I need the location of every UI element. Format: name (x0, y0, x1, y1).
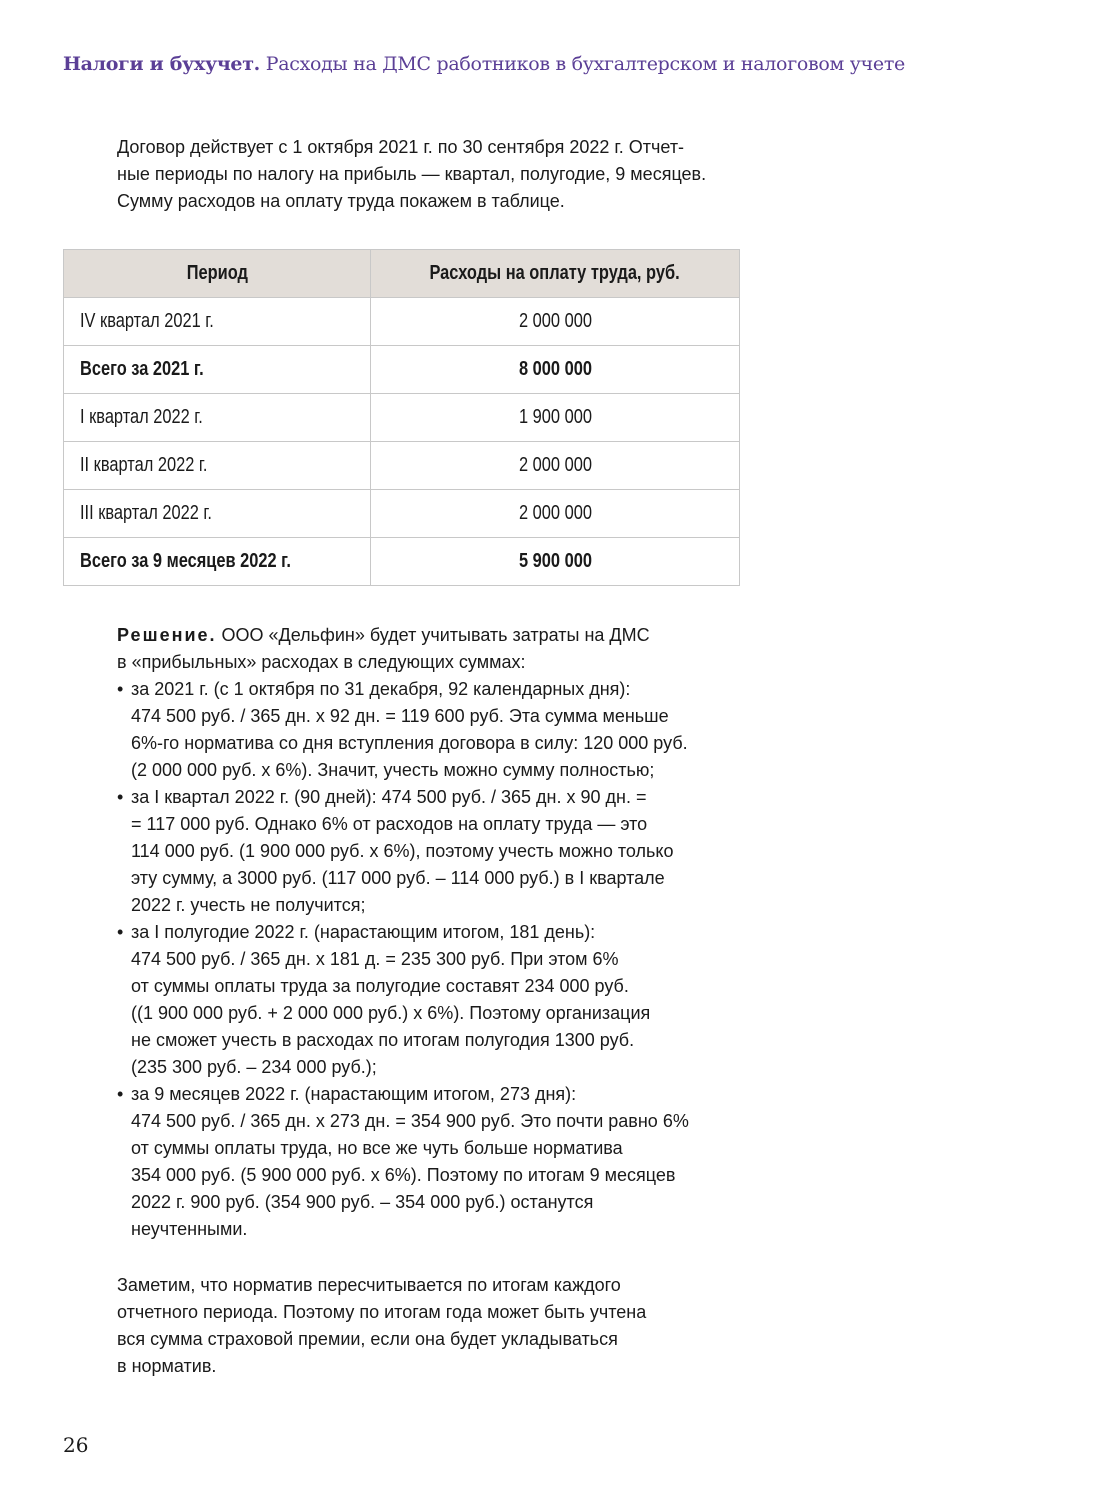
text-line: от суммы оплаты труда за полугодие составят 234 000 руб. (131, 976, 629, 996)
list-item (117, 919, 689, 1081)
period-cell: IV квартал 2021 г. (64, 298, 371, 346)
text-line: 474 500 руб. / 365 дн. х 181 д. = 235 300 руб. При этом 6% (131, 949, 619, 969)
value-cell: 8 000 000 (371, 346, 740, 394)
text-line: 354 000 руб. (5 900 000 руб. х 6%). Поэтому по итогам 9 месяцев (131, 1165, 676, 1185)
value-cell: 1 900 000 (371, 394, 740, 442)
text-line: за I полугодие 2022 г. (нарастающим итогом, 181 день): (131, 922, 596, 942)
text-line: эту сумму, а 3000 руб. (117 000 руб. – 114 000 руб.) в I квартале (131, 868, 665, 888)
bullet-icon: • (117, 1084, 124, 1104)
column-header-expenses: Расходы на оплату труда, руб. (371, 250, 740, 298)
solution-section (117, 622, 689, 1243)
text-line: Сумму расходов на оплату труда покажем в таблице. (117, 191, 565, 211)
text-line: не сможет учесть в расходах по итогам полугодия 1300 руб. (131, 1030, 635, 1050)
page-number: 26 (63, 1433, 89, 1457)
table-row-total (64, 538, 740, 586)
text-line: от суммы оплаты труда, но все же чуть больше норматива (131, 1138, 623, 1158)
bullet-icon: • (117, 787, 124, 807)
text-line: в «прибыльных» расходах в следующих суммах: (117, 652, 526, 672)
period-cell: I квартал 2022 г. (64, 394, 371, 442)
value-cell: 2 000 000 (371, 442, 740, 490)
closing-paragraph (117, 1272, 646, 1380)
text-line: ные периоды по налогу на прибыль — квартал, полугодие, 9 месяцев. (117, 164, 707, 184)
text-line: 114 000 руб. (1 900 000 руб. х 6%), поэтому учесть можно только (131, 841, 674, 861)
text-line: (2 000 000 руб. х 6%). Значит, учесть можно сумму полностью; (131, 760, 655, 780)
solution-label: Решение. (117, 625, 217, 645)
bullet-icon: • (117, 679, 124, 699)
text-line: 6%-го норматива со дня вступления договора в силу: 120 000 руб. (131, 733, 688, 753)
text-line: в норматив. (117, 1356, 217, 1376)
text-line: неучтенными. (131, 1219, 248, 1239)
bullet-icon: • (117, 922, 124, 942)
value-cell: 2 000 000 (371, 298, 740, 346)
header-section: Налоги и бухучет. (63, 53, 260, 75)
solution-list (117, 676, 689, 1243)
text-line: за I квартал 2022 г. (90 дней): 474 500 руб. / 365 дн. х 90 дн. = (131, 787, 647, 807)
period-cell: III квартал 2022 г. (64, 490, 371, 538)
running-header (63, 53, 905, 75)
text-line: вся сумма страховой премии, если она будет укладываться (117, 1329, 618, 1349)
text-line: Заметим, что норматив пересчитывается по итогам каждого (117, 1275, 621, 1295)
text-line: 2022 г. 900 руб. (354 900 руб. – 354 000 руб.) останутся (131, 1192, 594, 1212)
value-cell: 2 000 000 (371, 490, 740, 538)
table-row (64, 490, 740, 538)
text-line: ((1 900 000 руб. + 2 000 000 руб.) х 6%). Поэтому организация (131, 1003, 651, 1023)
text-line: (235 300 руб. – 234 000 руб.); (131, 1057, 377, 1077)
value-cell: 5 900 000 (371, 538, 740, 586)
expenses-table (63, 249, 740, 586)
text-line: отчетного периода. Поэтому по итогам года может быть учтена (117, 1302, 647, 1322)
period-cell: II квартал 2022 г. (64, 442, 371, 490)
list-item (117, 784, 689, 919)
list-item (117, 1081, 689, 1243)
table-row (64, 442, 740, 490)
text-line: 2022 г. учесть не получится; (131, 895, 366, 915)
text-line: Договор действует с 1 октября 2021 г. по 30 сентября 2022 г. Отчет- (117, 137, 685, 157)
text-line: за 9 месяцев 2022 г. (нарастающим итогом, 273 дня): (131, 1084, 577, 1104)
table-row-total (64, 346, 740, 394)
table-row (64, 394, 740, 442)
text-line: 474 500 руб. / 365 дн. х 92 дн. = 119 600 руб. Эта сумма меньше (131, 706, 669, 726)
table-header-row (64, 250, 740, 298)
intro-paragraph (117, 134, 706, 215)
text-line: = 117 000 руб. Однако 6% от расходов на оплату труда — это (131, 814, 648, 834)
header-title: Расходы на ДМС работников в бухгалтерском и налоговом учете (265, 53, 905, 75)
text-line: ООО «Дельфин» будет учитывать затраты на ДМС (221, 625, 650, 645)
text-line: 474 500 руб. / 365 дн. х 273 дн. = 354 900 руб. Это почти равно 6% (131, 1111, 689, 1131)
table-row (64, 298, 740, 346)
column-header-period: Период (64, 250, 371, 298)
period-cell: Всего за 9 месяцев 2022 г. (64, 538, 371, 586)
period-cell: Всего за 2021 г. (64, 346, 371, 394)
text-line: за 2021 г. (с 1 октября по 31 декабря, 92 календарных дня): (131, 679, 631, 699)
list-item (117, 676, 689, 784)
